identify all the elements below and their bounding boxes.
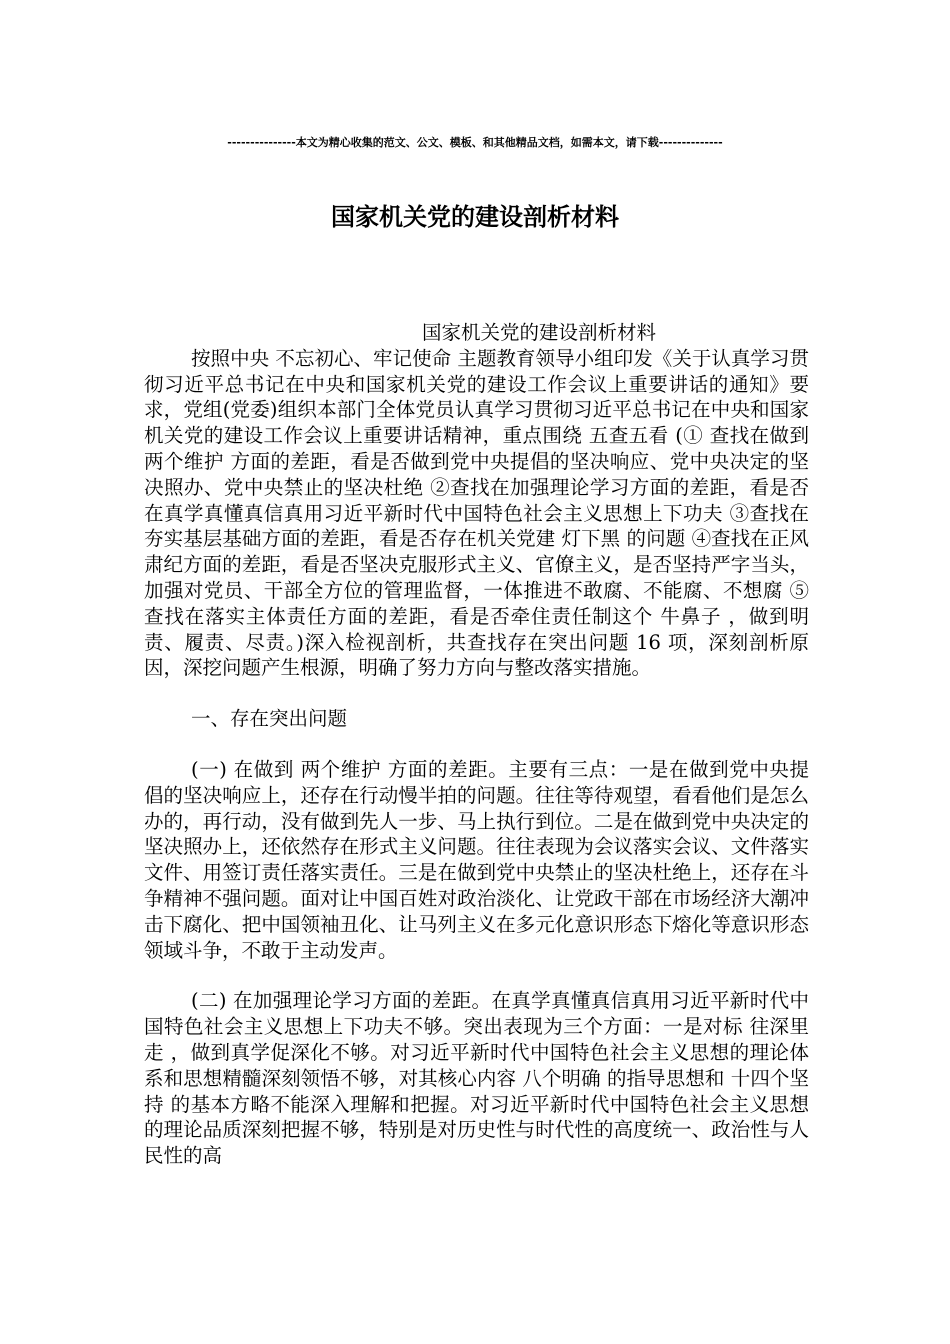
intro-paragraph: 按照中央 不忘初心、牢记使命 主题教育领导小组印发《关于认真学习贯彻习近平总书记在中央和国家机关党的建设工作会议上重要讲话的通知》要求，党组(党委)组织本部门全体党员认真学习贯彻习近平总书记在中央和国家机关党的建设工作会议上重要讲话精神，重点围绕 五查五看 (① 查找在做到 两个维护 方面的差距，看是否做到党中央提倡的坚决响应、党中央决定的坚决照办、党中央禁止的坚决杜绝 ②查找在加强理论学习方面的差距，看是否在真学真懂真信真用习近平新时代中国特色社会主义思想上下功夫 ③查找在夯实基层基础方面的差距，看是否存在机关党建 灯下黑 的问题 ④查找在正风肃纪方面的差距，看是否坚决克服形式主义、官僚主义，是否坚持严字当头，加强对党员、干部全方位的管理监督，一体推进不敢腐、不能腐、不想腐 ⑤查找在落实主体责任方面的差距，看是否牵住责任制这个 牛鼻子 ，做到明责、履责、尽责。)深入检视剖析，共查找存在突出问题 16 项，深刻剖析原因，深挖问题产生根源，明确了努力方向与整改落实措施。 xyxy=(144,346,809,680)
document-subtitle: 国家机关党的建设剖析材料 xyxy=(422,321,657,344)
document-title: 国家机关党的建设剖析材料 xyxy=(331,203,619,231)
paragraph-spacer xyxy=(144,963,809,988)
download-notice-header: ---------------本文为精心收集的范文、公文、模板、和其他精品文档，如需本文，请下载-------------- xyxy=(227,136,723,149)
problem-item-2: (二) 在加强理论学习方面的差距。在真学真懂真信真用习近平新时代中国特色社会主义思想上下功夫不够。突出表现为三个方面：一是对标 往深里走 ，做到真学促深化不够。对习近平新时代中国特色社会主义思想的理论体系和思想精髓深刻领悟不够，对其核心内容 八个明确 的指导思想和 十四个坚持 的基本方略不能深入理解和把握。对习近平新时代中国特色社会主义思想的理论品质深刻把握不够，特别是对历史性与时代性的高度统一、政治性与人民性的高 xyxy=(144,989,809,1168)
document-body xyxy=(144,320,809,1169)
paragraph-spacer xyxy=(144,681,809,706)
paragraph-spacer xyxy=(144,732,809,757)
problem-item-1: (一) 在做到 两个维护 方面的差距。主要有三点：一是在做到党中央提倡的坚决响应上，还存在行动慢半拍的问题。往往等待观望，看看他们是怎么办的，再行动，没有做到先人一步、马上执行到位。二是在做到党中央决定的坚决照办上，还依然存在形式主义问题。往往表现为会议落实会议、文件落实文件、用签订责任落实责任。三是在做到党中央禁止的坚决杜绝上，还存在斗争精神不强问题。面对让中国百姓对政治淡化、让党政干部在市场经济大潮冲击下腐化、把中国领袖丑化、让马列主义在多元化意识形态下熔化等意识形态领域斗争，不敢于主动发声。 xyxy=(144,757,809,962)
section-heading: 一、存在突出问题 xyxy=(191,707,348,731)
